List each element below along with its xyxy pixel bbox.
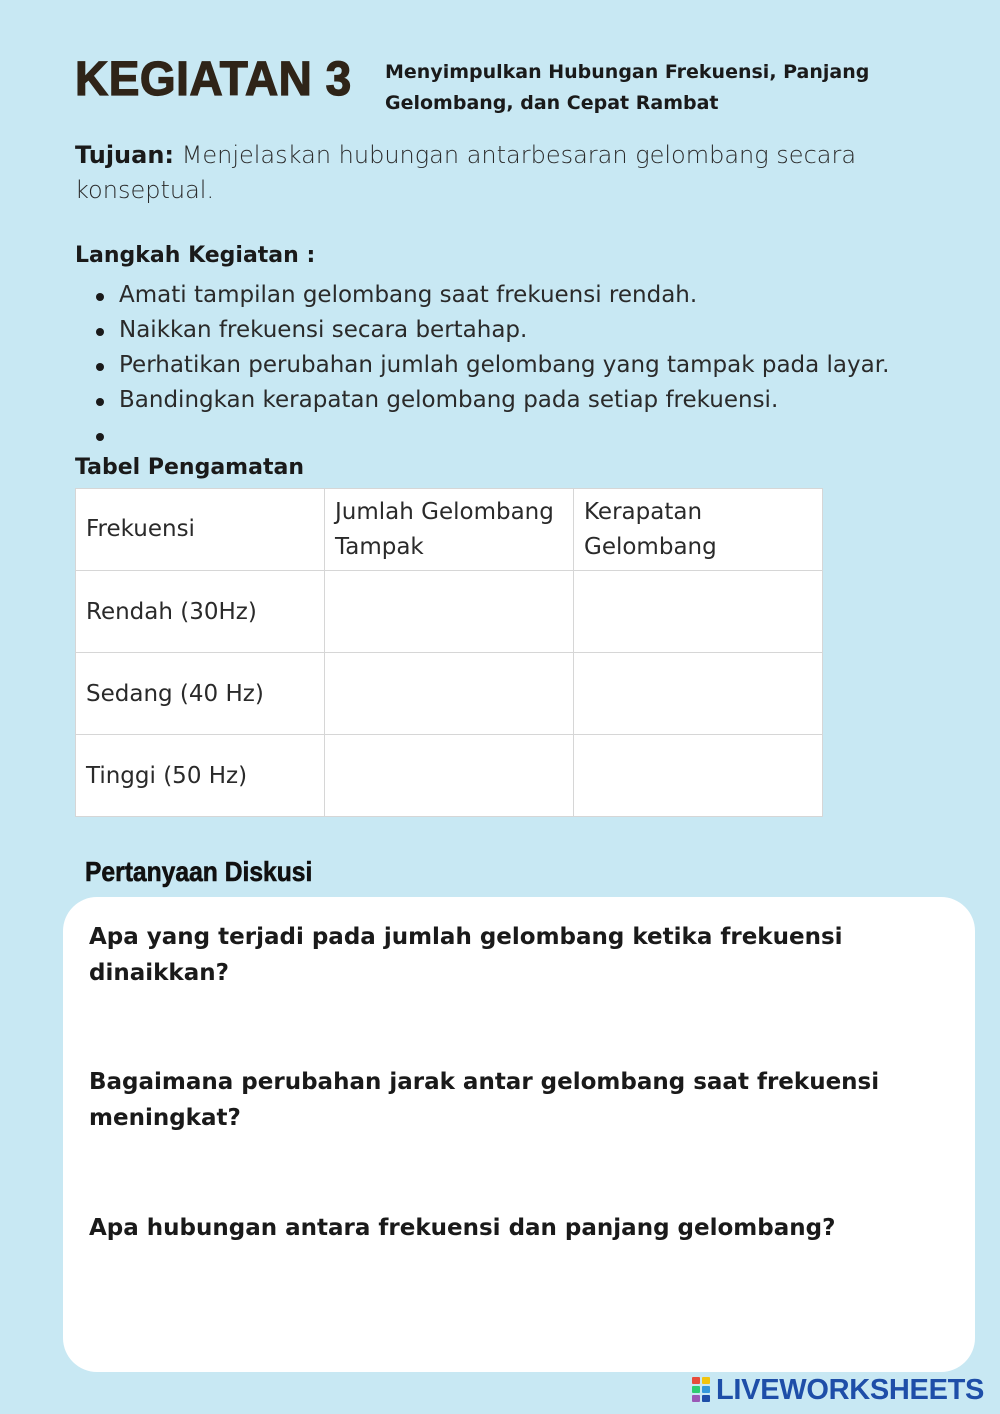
density-answer-cell[interactable] <box>574 571 823 653</box>
density-answer-cell[interactable] <box>574 653 823 735</box>
list-item: Perhatikan perubahan jumlah gelombang yang tampak pada layar. <box>75 348 975 383</box>
table-header-row <box>76 489 823 571</box>
table-row <box>76 571 823 653</box>
discussion-question-1: Apa yang terjadi pada jumlah gelombang ketika frekuensi dinaikkan? <box>89 924 843 986</box>
activity-title: KEGIATAN 3 <box>75 51 352 106</box>
list-item: Amati tampilan gelombang saat frekuensi rendah. <box>75 278 975 313</box>
frequency-cell: Tinggi (50 Hz) <box>76 735 325 817</box>
wave-count-answer-cell[interactable] <box>325 735 574 817</box>
activity-subtitle: Menyimpulkan Hubungan Frekuensi, Panjang Gelombang, dan Cepat Rambat <box>385 61 870 114</box>
density-answer-cell[interactable] <box>574 735 823 817</box>
wave-count-answer-cell[interactable] <box>325 571 574 653</box>
steps-list <box>75 278 975 453</box>
objective-body: Menjelaskan hubungan antarbesaran gelombang secara konseptual. <box>75 141 857 204</box>
table-row <box>76 735 823 817</box>
steps-heading: Langkah Kegiatan : <box>75 243 316 268</box>
liveworksheets-logo[interactable] <box>692 1374 984 1406</box>
list-item: Naikkan frekuensi secara bertahap. <box>75 313 975 348</box>
table-row <box>76 653 823 735</box>
discussion-heading: Pertanyaan Diskusi <box>85 856 313 887</box>
objective-text <box>75 138 935 208</box>
discussion-question-2: Bagaimana perubahan jarak antar gelombang saat frekuensi meningkat? <box>89 1069 880 1131</box>
table-heading: Tabel Pengamatan <box>75 455 304 480</box>
list-item <box>75 418 975 453</box>
wave-count-answer-cell[interactable] <box>325 653 574 735</box>
column-header-density: Kerapatan Gelombang <box>574 489 823 571</box>
column-header-frequency: Frekuensi <box>76 489 325 571</box>
frequency-cell: Rendah (30Hz) <box>76 571 325 653</box>
list-item: Bandingkan kerapatan gelombang pada setiap frekuensi. <box>75 383 975 418</box>
liveworksheets-logo-icon <box>692 1377 712 1403</box>
frequency-cell: Sedang (40 Hz) <box>76 653 325 735</box>
discussion-question-3: Apa hubungan antara frekuensi dan panjang gelombang? <box>89 1215 836 1241</box>
objective-label: Tujuan: <box>75 141 175 169</box>
column-header-wave-count: Jumlah Gelombang Tampak <box>325 489 574 571</box>
observation-table <box>75 488 823 817</box>
liveworksheets-logo-text: LIVEWORKSHEETS <box>716 1373 985 1406</box>
